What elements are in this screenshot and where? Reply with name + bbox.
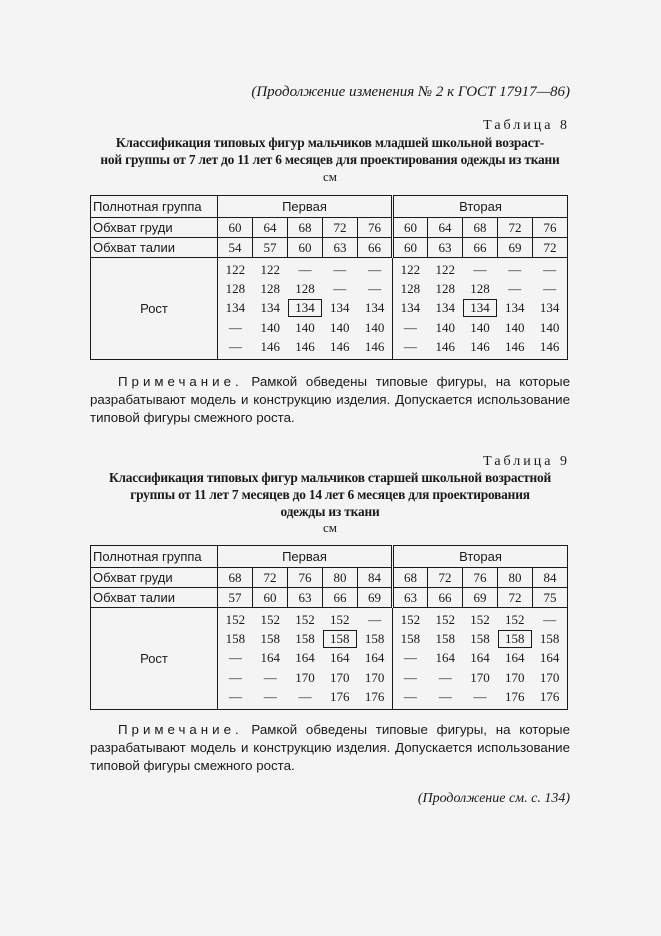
- height-cell: 158: [435, 631, 455, 647]
- waist-cell: 60: [253, 588, 288, 608]
- chest-cell: 68: [288, 218, 323, 238]
- height-cell: 146: [470, 339, 490, 355]
- height-cell: 146: [295, 339, 315, 355]
- chest-cell: 76: [463, 568, 498, 588]
- chest-cell: 72: [253, 568, 288, 588]
- waist-cell: 63: [288, 588, 323, 608]
- height-cell: 134: [539, 300, 560, 316]
- height-cell: 140: [364, 319, 385, 335]
- height-cell: 140: [505, 319, 525, 335]
- waist-cell: 66: [323, 588, 358, 608]
- height-cell: —: [473, 261, 487, 277]
- height-cell: —: [543, 261, 557, 277]
- height-cell: 140: [330, 319, 350, 335]
- height-cell: 152: [225, 611, 246, 627]
- chest-cell: 80: [498, 568, 533, 588]
- chest-cell: 64: [253, 218, 288, 238]
- height-cell: 152: [330, 611, 350, 627]
- col-header: Полнотная группа: [91, 546, 218, 568]
- chest-cell: 68: [463, 218, 498, 238]
- table-title: Классификация типовых фигур мальчиков младшей школьной возраст- ной группы от 7 лет до 11 лет 6 месяцев для проектирования одежды из ткани: [100, 135, 560, 167]
- height-cell: 170: [539, 669, 560, 685]
- height-cell: —: [368, 261, 382, 277]
- height-cell: —: [403, 650, 417, 666]
- height-cell: 170: [470, 669, 490, 685]
- height-cell: 164: [330, 650, 350, 666]
- height-cell: 152: [400, 611, 421, 627]
- height-cell: —: [543, 281, 557, 297]
- height-cell: 122: [260, 261, 280, 277]
- height-cell: —: [228, 319, 242, 335]
- waist-cell: 63: [323, 238, 358, 258]
- height-cell: 140: [539, 319, 560, 335]
- chest-cell: 84: [533, 568, 568, 588]
- height-cell: 176: [539, 689, 560, 705]
- group-first: Первая: [218, 546, 393, 568]
- height-cell: 176: [505, 689, 525, 705]
- height-cell: —: [228, 339, 242, 355]
- table-note: Примечание. Рамкой обведены типовые фигуры, на которые разрабатывают модель и конструкцию изделия. Допускается использование типовой фигуры смежного роста.: [90, 374, 570, 425]
- height-cell: —: [333, 261, 347, 277]
- height-label: Рост: [91, 608, 218, 710]
- chest-cell: 72: [498, 218, 533, 238]
- height-cell: 134: [364, 300, 385, 316]
- typical-figure-box: 158: [498, 630, 532, 648]
- height-cell: —: [228, 689, 242, 705]
- height-cell: [288, 299, 323, 318]
- height-cell: —: [403, 339, 417, 355]
- height-cell: 128: [295, 281, 315, 297]
- height-cell: 170: [295, 669, 315, 685]
- height-cell: —: [438, 689, 452, 705]
- height-cell: 152: [295, 611, 315, 627]
- table-note: Примечание. Рамкой обведены типовые фигуры, на которые разрабатывают модель и конструкцию изделия. Допускается использование типовой фигуры смежного роста.: [90, 722, 570, 773]
- height-cell: 134: [260, 300, 280, 316]
- typical-figure-box: 134: [463, 299, 497, 317]
- height-cell: 146: [364, 339, 385, 355]
- height-cell: 158: [260, 631, 280, 647]
- height-cell: 146: [539, 339, 560, 355]
- height-grid-first: [218, 260, 392, 357]
- table-label: Таблица 9: [483, 454, 570, 469]
- height-cell: 158: [364, 631, 385, 647]
- waist-cell: 66: [463, 238, 498, 258]
- col-header: Полнотная группа: [91, 196, 218, 218]
- height-cell: 158: [539, 631, 560, 647]
- height-grid-second: [393, 260, 567, 357]
- waist-cell: 60: [393, 238, 428, 258]
- continuation-footer: (Продолжение см. с. 134): [417, 791, 570, 806]
- height-cell: —: [263, 669, 277, 685]
- height-cell: 158: [400, 631, 421, 647]
- waist-cell: 63: [393, 588, 428, 608]
- height-cell: —: [298, 689, 312, 705]
- height-cell: —: [228, 650, 242, 666]
- height-cell: 134: [435, 300, 455, 316]
- height-cell: 146: [330, 339, 350, 355]
- height-label: Рост: [91, 258, 218, 360]
- height-cell: 164: [260, 650, 280, 666]
- continuation-header: (Продолжение изменения № 2 к ГОСТ 17917—86): [251, 84, 570, 100]
- height-cell: 134: [330, 300, 350, 316]
- height-cell: 176: [330, 689, 350, 705]
- height-cell: 152: [260, 611, 280, 627]
- height-cell: —: [438, 669, 452, 685]
- chest-cell: 68: [218, 568, 253, 588]
- chest-cell: 76: [358, 218, 393, 238]
- chest-cell: 72: [428, 568, 463, 588]
- waist-cell: 75: [533, 588, 568, 608]
- unit-label: см: [323, 169, 337, 184]
- classification-table: [90, 195, 568, 360]
- height-cell: 152: [505, 611, 525, 627]
- height-cell: 122: [400, 261, 421, 277]
- typical-figure-box: 158: [323, 630, 357, 648]
- height-cell: 140: [295, 319, 315, 335]
- chest-cell: 80: [323, 568, 358, 588]
- waist-cell: 60: [288, 238, 323, 258]
- height-cell: 140: [260, 319, 280, 335]
- height-cell: —: [368, 281, 382, 297]
- chest-cell: 68: [393, 568, 428, 588]
- height-grid-first: [218, 610, 392, 707]
- classification-table: [90, 545, 568, 710]
- height-cell: 170: [330, 669, 350, 685]
- chest-cell: 76: [533, 218, 568, 238]
- waist-cell: 69: [498, 238, 533, 258]
- height-cell: —: [368, 611, 382, 627]
- waist-cell: 54: [218, 238, 253, 258]
- chest-cell: 72: [323, 218, 358, 238]
- height-cell: 164: [364, 650, 385, 666]
- height-cell: 128: [435, 281, 455, 297]
- height-cell: 158: [295, 631, 315, 647]
- chest-cell: 76: [288, 568, 323, 588]
- height-cell: —: [473, 689, 487, 705]
- table-label: Таблица 8: [483, 118, 570, 133]
- height-cell: [497, 629, 532, 648]
- height-cell: 146: [505, 339, 525, 355]
- height-cell: 146: [260, 339, 280, 355]
- height-cell: 134: [505, 300, 525, 316]
- chest-label: Обхват груди: [91, 218, 218, 238]
- typical-figure-box: 134: [288, 299, 322, 317]
- group-second: Вторая: [393, 196, 568, 218]
- height-cell: 164: [295, 650, 315, 666]
- height-cell: 170: [505, 669, 525, 685]
- chest-cell: 84: [358, 568, 393, 588]
- height-cell: —: [508, 281, 522, 297]
- waist-cell: 63: [428, 238, 463, 258]
- waist-label: Обхват талии: [91, 588, 218, 608]
- height-cell: —: [403, 669, 417, 685]
- height-cell: 152: [470, 611, 490, 627]
- height-cell: 152: [435, 611, 455, 627]
- height-cell: 164: [505, 650, 525, 666]
- height-cell: —: [508, 261, 522, 277]
- height-cell: 140: [435, 319, 455, 335]
- waist-cell: 66: [428, 588, 463, 608]
- height-cell: 146: [435, 339, 455, 355]
- height-cell: 128: [470, 281, 490, 297]
- height-cell: 158: [470, 631, 490, 647]
- height-cell: 122: [225, 261, 246, 277]
- waist-cell: 66: [358, 238, 393, 258]
- height-cell: [322, 629, 357, 648]
- waist-cell: 57: [253, 238, 288, 258]
- unit-label: см: [323, 520, 337, 535]
- height-cell: 122: [435, 261, 455, 277]
- height-cell: [463, 299, 498, 318]
- height-cell: 170: [364, 669, 385, 685]
- height-cell: 164: [435, 650, 455, 666]
- height-cell: —: [263, 689, 277, 705]
- height-cell: —: [543, 611, 557, 627]
- chest-cell: 60: [218, 218, 253, 238]
- height-cell: 158: [225, 631, 246, 647]
- height-cell: —: [403, 319, 417, 335]
- waist-cell: 72: [498, 588, 533, 608]
- height-grid-second: [393, 610, 567, 707]
- height-cell: —: [403, 689, 417, 705]
- waist-cell: 69: [463, 588, 498, 608]
- height-cell: —: [333, 281, 347, 297]
- height-cell: 128: [260, 281, 280, 297]
- waist-cell: 57: [218, 588, 253, 608]
- height-cell: 128: [225, 281, 246, 297]
- group-first: Первая: [218, 196, 393, 218]
- waist-cell: 72: [533, 238, 568, 258]
- waist-cell: 69: [358, 588, 393, 608]
- height-cell: 176: [364, 689, 385, 705]
- height-cell: 140: [470, 319, 490, 335]
- table-title: Классификация типовых фигур мальчиков старшей школьной возрастной группы от 11 лет 7 месяцев до 14 лет 6 месяцев для проектирования одежды из ткани: [108, 470, 552, 519]
- group-second: Вторая: [393, 546, 568, 568]
- height-cell: —: [228, 669, 242, 685]
- height-cell: 134: [225, 300, 246, 316]
- height-cell: 164: [539, 650, 560, 666]
- chest-label: Обхват груди: [91, 568, 218, 588]
- height-cell: 164: [470, 650, 490, 666]
- chest-cell: 64: [428, 218, 463, 238]
- height-cell: —: [298, 261, 312, 277]
- chest-cell: 60: [393, 218, 428, 238]
- height-cell: 128: [400, 281, 421, 297]
- height-cell: 134: [400, 300, 421, 316]
- waist-label: Обхват талии: [91, 238, 218, 258]
